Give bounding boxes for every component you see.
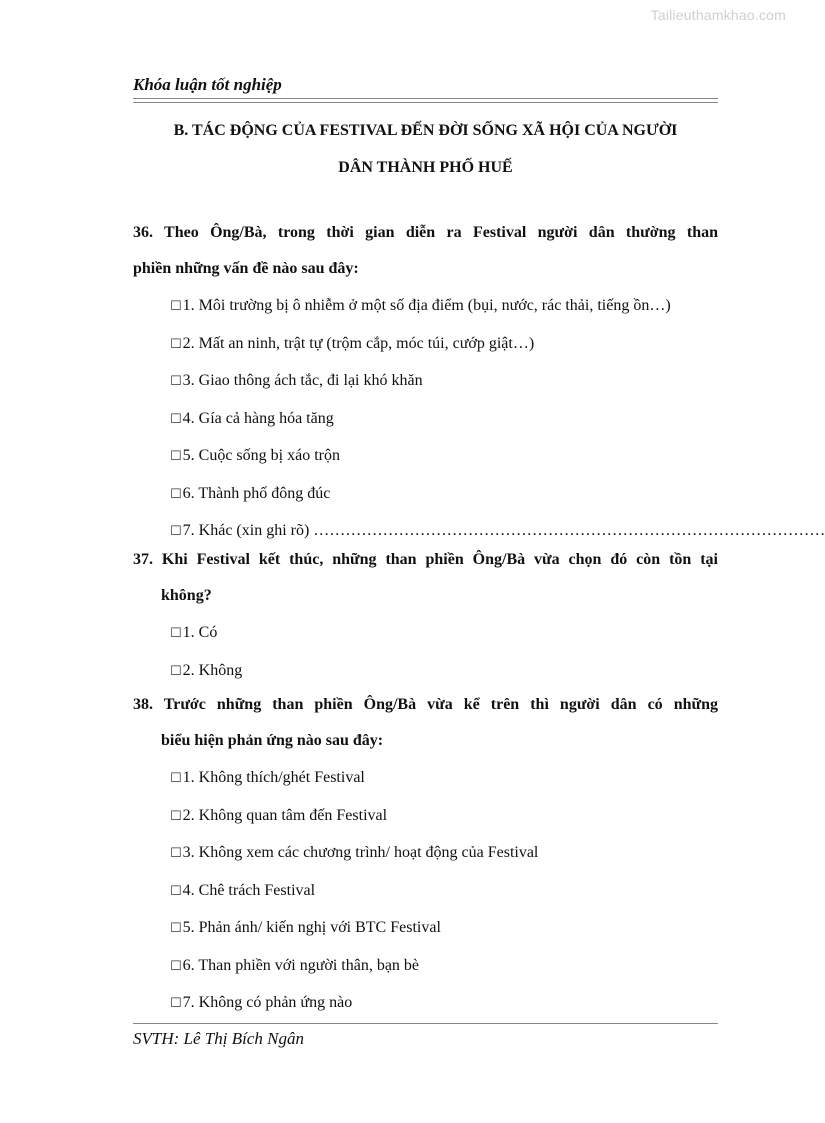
q36-option-3-label: 3. Giao thông ách tắc, đi lại khó khăn [182, 372, 423, 389]
q37-option-1[interactable] [170, 615, 718, 653]
question-36-line1: 36. Theo Ông/Bà, trong thời gian diễn ra Festival người dân thường than [133, 224, 718, 241]
checkbox-icon[interactable]: ☐ [170, 299, 182, 314]
question-36-line2: phiền những vấn đề nào sau đây: [133, 260, 359, 277]
checkbox-icon[interactable]: ☐ [170, 449, 182, 464]
q36-option-1[interactable] [170, 288, 718, 326]
question-38-line2: biểu hiện phản ứng nào sau đây: [161, 732, 384, 749]
q38-option-3[interactable] [170, 835, 718, 873]
checkbox-icon[interactable]: ☐ [170, 336, 182, 352]
q36-option-2[interactable] [170, 326, 718, 364]
question-38 [133, 687, 718, 759]
page-footer [133, 1023, 718, 1049]
checkbox-icon[interactable]: ☐ [170, 486, 182, 502]
q36-option-4[interactable] [170, 401, 718, 439]
checkbox-icon[interactable]: ☐ [170, 663, 182, 679]
q38-option-1-label: 1. Không thích/ghét Festival [182, 769, 365, 786]
q36-option-5[interactable] [170, 438, 718, 476]
q38-option-7[interactable] [170, 985, 718, 1023]
q36-option-4-label: 4. Gía cả hàng hóa tăng [182, 409, 334, 427]
question-37-line1: 37. Khi Festival kết thúc, những than phiền Ông/Bà vừa chọn đó còn tồn tại [133, 551, 718, 568]
q38-option-2[interactable] [170, 798, 718, 836]
checkbox-icon[interactable]: ☐ [170, 626, 182, 641]
question-36-options [170, 288, 825, 551]
checkbox-icon[interactable]: ☐ [170, 374, 182, 389]
q36-option-6-label: 6. Thành phố đông đúc [182, 484, 331, 502]
question-36 [133, 215, 718, 287]
q36-option-3[interactable] [170, 363, 718, 401]
footer-divider [133, 1023, 718, 1024]
checkbox-icon[interactable]: ☐ [170, 846, 182, 861]
checkbox-icon[interactable]: ☐ [170, 883, 182, 899]
q37-option-2-label: 2. Không [182, 661, 243, 679]
watermark: Tailieuthamkhao.com [650, 7, 786, 23]
q38-option-5-label: 5. Phản ánh/ kiến nghị với BTC Festival [182, 919, 441, 936]
q36-option-7-label: 7. Khác (xin ghi rõ) [182, 522, 310, 539]
q38-option-4[interactable] [170, 873, 718, 911]
q36-option-5-label: 5. Cuộc sống bị xáo trộn [182, 447, 340, 464]
question-37-options [170, 615, 718, 690]
q36-option-6[interactable] [170, 476, 718, 514]
q37-option-1-label: 1. Có [182, 624, 218, 641]
header-title: Khóa luận tốt nghiệp [133, 75, 282, 94]
q38-option-3-label: 3. Không xem các chương trình/ hoạt động của Festival [182, 844, 539, 861]
q36-option-2-label: 2. Mất an ninh, trật tự (trộm cắp, móc túi, cướp giật…) [182, 334, 535, 352]
q38-option-6-label: 6. Than phiền với người thân, bạn bè [182, 956, 420, 974]
header-divider [133, 98, 718, 103]
checkbox-icon[interactable]: ☐ [170, 411, 182, 427]
section-title [133, 112, 718, 186]
checkbox-icon[interactable]: ☐ [170, 808, 182, 824]
q38-option-7-label: 7. Không có phản ứng nào [182, 994, 353, 1011]
q38-option-2-label: 2. Không quan tâm đến Festival [182, 806, 388, 824]
q37-option-2[interactable] [170, 653, 718, 691]
question-37 [133, 542, 718, 614]
question-38-line1: 38. Trước những than phiền Ông/Bà vừa kể trên thì người dân có những [133, 696, 718, 713]
q38-option-4-label: 4. Chê trách Festival [182, 881, 316, 899]
fill-in-blank[interactable]: …………………………………………………………………………………… [313, 522, 825, 539]
question-37-line2: không? [161, 587, 212, 604]
section-title-line1: B. TÁC ĐỘNG CỦA FESTIVAL ĐẾN ĐỜI SỐNG XÃ HỘI CỦA NGƯỜI [173, 122, 678, 139]
footer-author: SVTH: Lê Thị Bích Ngân [133, 1029, 304, 1048]
checkbox-icon[interactable]: ☐ [170, 524, 182, 539]
q38-option-6[interactable] [170, 948, 718, 986]
q38-option-1[interactable] [170, 760, 718, 798]
checkbox-icon[interactable]: ☐ [170, 771, 182, 786]
q36-option-1-label: 1. Môi trường bị ô nhiễm ở một số địa điểm (bụi, nước, rác thải, tiếng ồn…) [182, 297, 671, 314]
page-header [133, 75, 718, 103]
checkbox-icon[interactable]: ☐ [170, 921, 182, 936]
q38-option-5[interactable] [170, 910, 718, 948]
question-38-options [170, 760, 718, 1023]
checkbox-icon[interactable]: ☐ [170, 958, 182, 974]
checkbox-icon[interactable]: ☐ [170, 996, 182, 1011]
section-title-line2: DÂN THÀNH PHỐ HUẾ [338, 159, 513, 176]
